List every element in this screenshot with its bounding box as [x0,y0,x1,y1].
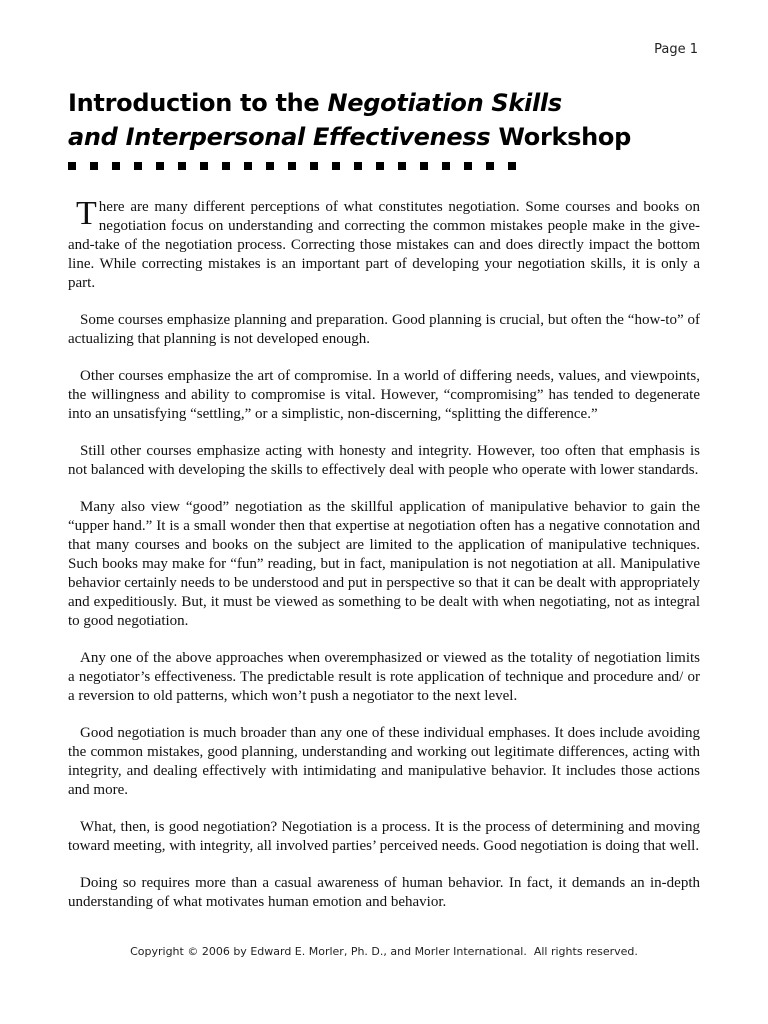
rule-square [112,162,120,170]
body-text [68,195,700,930]
paragraph: Good negotiation is much broader than any one of these individual emphases. It does include avoiding the common mistakes, good planning, understanding and working out legitimate differences, acting with integrity, and dealing effectively with intimidating and manipulative behavior. It includes those actions and more. [68,725,700,798]
title-prefix: Introduction to the [68,89,328,117]
paragraph: Other courses emphasize the art of compromise. In a world of differing needs, values, and viewpoints, the willingness and ability to compromise is vital. However, “compromising” has tended to degenerate into an unsatisfying “settling,” or a simplistic, non-discerning, “splitting the difference.” [68,368,700,422]
title-line-2 [68,120,708,154]
rule-square [222,162,230,170]
rule-square [288,162,296,170]
paragraph: Many also view “good” negotiation as the skillful application of manipulative behavior to gain the “upper hand.” It is a small wonder then that expertise at negotiation often has a negative connotation and that many courses and books on the subject are limited to the application of manipulative techniques. Such books may make for “fun” reading, but in fact, manipulation is not negotiation at all. Manipulative behavior certainly needs to be understood and put in perspective so that it can be dealt with appropriately and expeditiously. But, it must be viewed as something to be dealt with when negotiating, not as integral to good negotiation. [68,499,700,629]
rule-square [332,162,340,170]
intro-text: here are many different perceptions of what constitutes negotiation. Some courses and books on negotiation focus on understanding and correcting the common mistakes people make in the give-and-take of the negotiation process. Correcting those mistakes can and does directly impact the bottom line. While correcting mistakes is an important part of developing your negotiation skills, it is only a part. [68,199,700,291]
rule-square [90,162,98,170]
rule-square [398,162,406,170]
rule-square [376,162,384,170]
title-italic-1: Negotiation Skills [327,89,562,117]
paragraph: Some courses emphasize planning and preparation. Good planning is crucial, but often the “how-to” of actualizing that planning is not developed enough. [68,312,700,347]
rule-square [310,162,318,170]
rule-square [178,162,186,170]
rule-square [464,162,472,170]
rule-square [354,162,362,170]
rule-square [156,162,164,170]
rule-square [200,162,208,170]
title-italic-2: and Interpersonal Effectiveness [68,123,491,151]
paragraph: Doing so requires more than a casual awareness of human behavior. In fact, it demands an in-depth understanding of what motivates human emotion and behavior. [68,875,700,910]
intro-paragraph [68,195,700,293]
paragraph: Any one of the above approaches when overemphasized or viewed as the totality of negotiation limits a negotiator’s effectiveness. The predictable result is rote application of technique and procedure and/ or a reversion to old patterns, which won’t push a negotiator to the next level. [68,650,700,704]
copyright-footer: Copyright © 2006 by Edward E. Morler, Ph. D., and Morler International. All rights reserved. [130,945,638,958]
title-suffix: Workshop [490,123,631,151]
title-line-1 [68,86,708,120]
drop-cap: T [76,195,97,232]
rule-square [134,162,142,170]
document-title [68,86,708,154]
rule-square [266,162,274,170]
page-number: Page 1 [654,42,698,57]
paragraph: What, then, is good negotiation? Negotiation is a process. It is the process of determining and moving toward meeting, with integrity, all involved parties’ perceived needs. Good negotiation is doing that well. [68,819,700,854]
decorative-dot-rule [68,162,516,170]
rule-square [420,162,428,170]
rule-square [508,162,516,170]
paragraph: Still other courses emphasize acting with honesty and integrity. However, too often that emphasis is not balanced with developing the skills to effectively deal with people who operate with lower standards. [68,443,700,478]
rule-square [68,162,76,170]
rule-square [442,162,450,170]
rule-square [486,162,494,170]
rule-square [244,162,252,170]
